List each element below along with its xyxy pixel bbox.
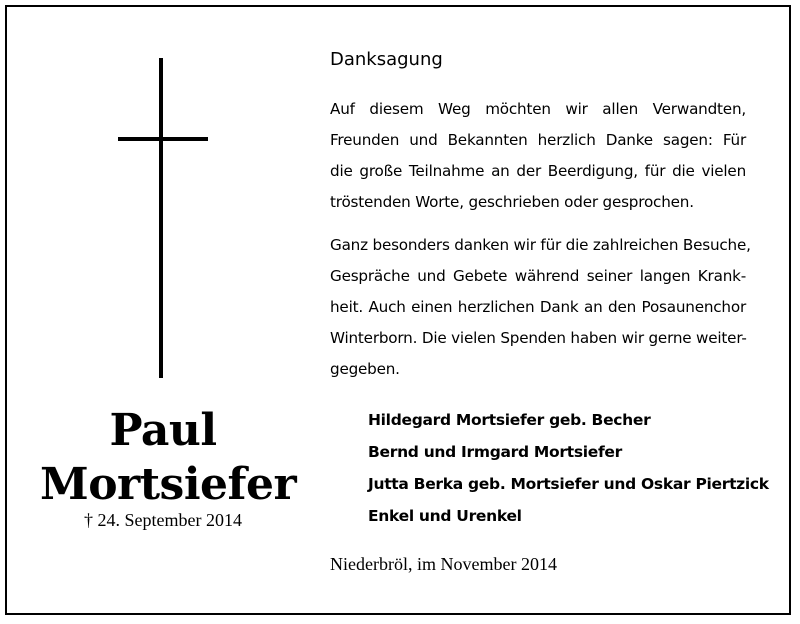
signatory: Bernd und Irmgard Mortsiefer xyxy=(368,443,622,461)
notice-heading: Danksagung xyxy=(330,49,443,70)
deceased-last-name: Mortsiefer xyxy=(40,459,297,510)
cross-vertical-bar xyxy=(159,58,163,378)
place-and-date: Niederbröl, im November 2014 xyxy=(330,554,557,574)
death-date: † 24. September 2014 xyxy=(84,510,242,530)
thanks-paragraph-2 xyxy=(330,230,751,385)
deceased-first-name: Paul xyxy=(109,405,217,456)
paragraph-line: Winterborn. Die vielen Spenden haben wir gerne weiter- xyxy=(330,329,747,347)
thanks-paragraph-1 xyxy=(330,94,746,218)
paragraph-line: die große Teilnahme an der Beerdigung, für die vielen xyxy=(330,162,746,180)
paragraph-line: Gespräche und Gebete während seiner langen Krank- xyxy=(330,267,746,285)
signatory: Hildegard Mortsiefer geb. Becher xyxy=(368,411,651,429)
signatory: Jutta Berka geb. Mortsiefer und Oskar Piertzick xyxy=(368,475,769,493)
cross-horizontal-bar xyxy=(118,137,208,141)
paragraph-line: tröstenden Worte, geschrieben oder gesprochen. xyxy=(330,193,694,211)
signatory: Enkel und Urenkel xyxy=(368,507,522,525)
signatories-list xyxy=(368,404,769,532)
paragraph-line: Freunden und Bekannten herzlich Danke sagen: Für xyxy=(330,131,746,149)
paragraph-line: Auf diesem Weg möchten wir allen Verwandten, xyxy=(330,100,746,118)
paragraph-line: Ganz besonders danken wir für die zahlreichen Besuche, xyxy=(330,236,751,254)
paragraph-line: heit. Auch einen herzlichen Dank an den Posaunenchor xyxy=(330,298,746,316)
paragraph-line: gegeben. xyxy=(330,360,400,378)
